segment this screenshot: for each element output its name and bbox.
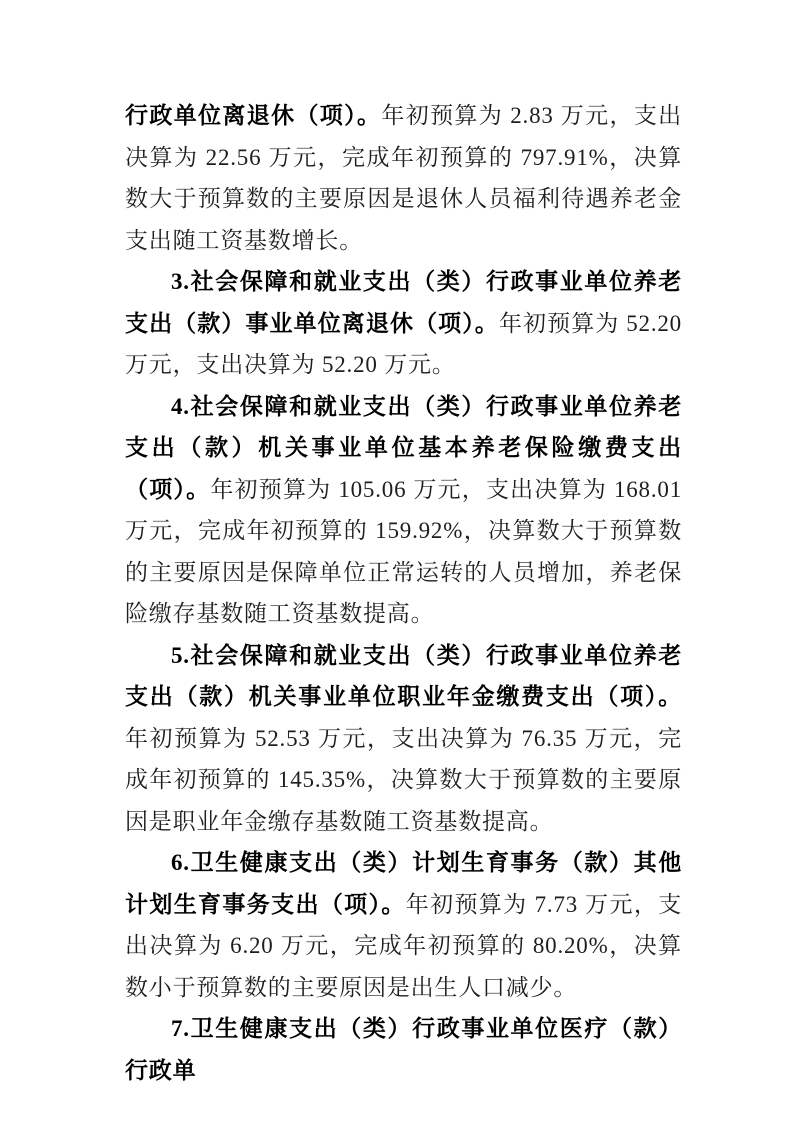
paragraph-item-6 — [125, 842, 682, 1008]
paragraph-heading: 6.卫生健康支出（类）计划生育事务（款）其他计划生育事务支出（项）。 — [125, 850, 682, 917]
paragraph-heading: 3.社会保障和就业支出（类）行政事业单位养老支出（款）事业单位离退休（项）。 — [125, 269, 682, 336]
paragraph-item-3 — [125, 261, 682, 386]
paragraph-item-4 — [125, 386, 682, 635]
paragraph-item-5 — [125, 635, 682, 843]
paragraph-heading: 4.社会保障和就业支出（类）行政事业单位养老支出（款）机关事业单位基本养老保险缴费支出（项）。 — [125, 393, 682, 502]
paragraph-body: 年初预算为 105.06 万元，支出决算为 168.01 万元，完成年初预算的 159.92%，决算数大于预算数的主要原因是保障单位正常运转的人员增加，养老保险缴存基数随工资基数提高。 — [125, 476, 682, 626]
document-text-block — [125, 95, 682, 1091]
paragraph-heading: 行政单位离退休（项）。 — [125, 103, 382, 128]
paragraph-heading: 7.卫生健康支出（类）行政事业单位医疗（款）行政单 — [125, 1016, 682, 1083]
paragraph-body: 年初预算为 52.20 万元，支出决算为 52.20 万元。 — [125, 310, 682, 377]
paragraph-body: 年初预算为 2.83 万元，支出决算为 22.56 万元，完成年初预算的 797.91%，决算数大于预算数的主要原因是退休人员福利待遇养老金支出随工资基数增长。 — [125, 103, 682, 253]
paragraph-heading: 5.社会保障和就业支出（类）行政事业单位养老支出（款）机关事业单位职业年金缴费支出（项）。 — [125, 642, 682, 709]
paragraph-body: 年初预算为 52.53 万元，支出决算为 76.35 万元，完成年初预算的 145.35%，决算数大于预算数的主要原因是职业年金缴存基数随工资基数提高。 — [125, 725, 682, 834]
paragraph-continuation — [125, 95, 682, 261]
paragraph-item-7-truncated — [125, 1008, 682, 1091]
paragraph-body: 年初预算为 7.73 万元，支出决算为 6.20 万元，完成年初预算的 80.20%，决算数小于预算数的主要原因是出生人口减少。 — [125, 891, 683, 1000]
